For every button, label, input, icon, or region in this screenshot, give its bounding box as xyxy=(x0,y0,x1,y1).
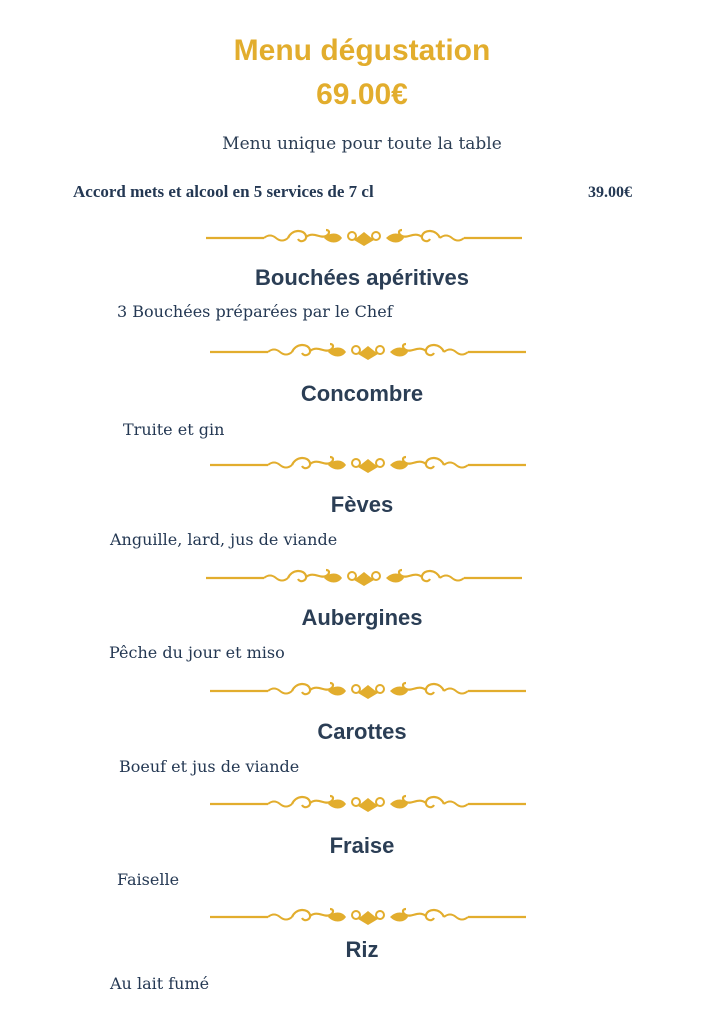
course-description: Truite et gin xyxy=(123,420,225,439)
menu-price: 69.00€ xyxy=(316,78,408,111)
course-title: Fraise xyxy=(329,833,395,858)
menu-subtitle: Menu unique pour toute la table xyxy=(222,134,502,154)
ornament-divider xyxy=(208,907,528,927)
course-title: Carottes xyxy=(317,719,407,744)
course-description: Faiselle xyxy=(117,870,180,889)
course-description: Pêche du jour et miso xyxy=(109,643,285,662)
course-title: Bouchées apéritives xyxy=(255,265,469,290)
course-title: Concombre xyxy=(300,381,424,406)
course-title: Fèves xyxy=(330,492,394,517)
course-title: Aubergines xyxy=(301,605,423,630)
course-description: 3 Bouchées préparées par le Chef xyxy=(117,302,393,321)
course-description: Au lait fumé xyxy=(110,974,210,993)
ornament-divider xyxy=(208,455,528,475)
course-description: Anguille, lard, jus de viande xyxy=(110,530,338,549)
course-title: Riz xyxy=(345,937,379,962)
ornament-divider xyxy=(204,228,524,248)
course-description: Boeuf et jus de viande xyxy=(119,757,300,776)
ornament-divider xyxy=(208,342,528,362)
ornament-divider xyxy=(208,794,528,814)
ornament-divider xyxy=(204,568,524,588)
pairing-label: Accord mets et alcool en 5 services de 7 cl xyxy=(73,182,374,201)
menu-title: Menu dégustation xyxy=(233,34,491,67)
pairing-price: 39.00€ xyxy=(588,184,632,201)
ornament-divider xyxy=(208,681,528,701)
